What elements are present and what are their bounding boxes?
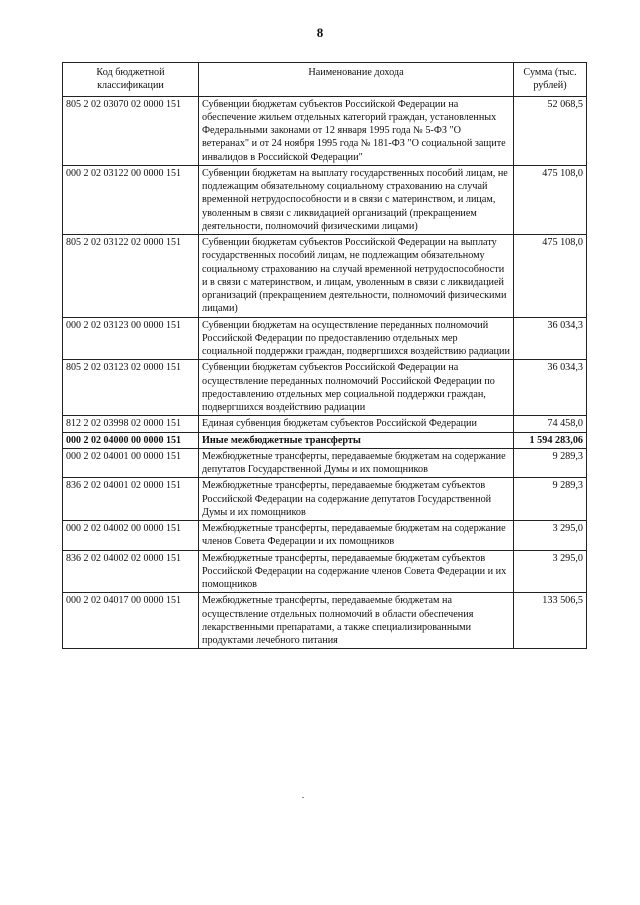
header-code: Код бюджетной классификации bbox=[63, 63, 199, 97]
cell-name: Субвенции бюджетам субъектов Российской Федерации на обеспечение жильем отдельных категорий граждан, установленных Федеральными законами от 12 января 1995 года № 5-ФЗ "О ветеранах" и от 24 ноября 1995 года № 181-ФЗ "О социальной защите инвалидов в Российской Федерации" bbox=[199, 96, 514, 165]
cell-code: 000 2 02 04017 00 0000 151 bbox=[63, 593, 199, 649]
table-row bbox=[63, 448, 587, 478]
page-number: 8 bbox=[316, 25, 324, 40]
table-row bbox=[63, 593, 587, 649]
cell-sum: 9 289,3 bbox=[514, 478, 587, 521]
cell-name: Субвенции бюджетам субъектов Российской Федерации на осуществление переданных полномочий Российской Федерации по предоставлению отдельных мер социальной поддержки граждан, подвергшихся воздействию радиации bbox=[199, 360, 514, 416]
cell-sum: 74 458,0 bbox=[514, 416, 587, 432]
cell-name: Межбюджетные трансферты, передаваемые бюджетам субъектов Российской Федерации на содержание членов Совета Федерации и их помощников bbox=[199, 550, 514, 593]
cell-name: Межбюджетные трансферты, передаваемые бюджетам на содержание членов Совета Федерации и их помощников bbox=[199, 521, 514, 551]
revenue-table bbox=[62, 62, 587, 649]
table-row bbox=[63, 165, 587, 234]
cell-name: Межбюджетные трансферты, передаваемые бюджетам на содержание депутатов Государственной Думы и их помощников bbox=[199, 448, 514, 478]
scan-speck bbox=[302, 797, 304, 798]
cell-code: 812 2 02 03998 02 0000 151 bbox=[63, 416, 199, 432]
table-row bbox=[63, 550, 587, 593]
table-row bbox=[63, 317, 587, 360]
cell-sum: 36 034,3 bbox=[514, 360, 587, 416]
table-row bbox=[63, 521, 587, 551]
header-name: Наименование дохода bbox=[199, 63, 514, 97]
table-row bbox=[63, 478, 587, 521]
table-header-row bbox=[63, 63, 587, 97]
cell-sum: 52 068,5 bbox=[514, 96, 587, 165]
table-row bbox=[63, 235, 587, 318]
cell-sum: 475 108,0 bbox=[514, 165, 587, 234]
cell-name: Субвенции бюджетам субъектов Российской Федерации на выплату государственных пособий лицам, не подлежащим обязательному социальному страхованию на случай временной нетрудоспособности и в связи с материнством, и лицам, уволенным в связи с ликвидацией организаций (прекращением деятельности, полномочий физическими лицами) bbox=[199, 235, 514, 318]
cell-name: Межбюджетные трансферты, передаваемые бюджетам субъектов Российской Федерации на содержание депутатов Государственной Думы и их помощников bbox=[199, 478, 514, 521]
cell-code: 000 2 02 04002 00 0000 151 bbox=[63, 521, 199, 551]
header-sum: Сумма (тыс. рублей) bbox=[514, 63, 587, 97]
cell-sum: 3 295,0 bbox=[514, 550, 587, 593]
cell-sum: 475 108,0 bbox=[514, 235, 587, 318]
cell-name: Субвенции бюджетам на осуществление переданных полномочий Российской Федерации по предоставлению отдельных мер социальной поддержки граждан, подвергшихся воздействию радиации bbox=[199, 317, 514, 360]
cell-name: Субвенции бюджетам на выплату государственных пособий лицам, не подлежащим обязательному социальному страхованию на случай временной нетрудоспособности и в связи с материнством, и лицам, уволенным в связи с ликвидацией организаций (прекращением деятельности, полномочий физическими лицами) bbox=[199, 165, 514, 234]
cell-code: 000 2 02 04001 00 0000 151 bbox=[63, 448, 199, 478]
cell-sum: 1 594 283,06 bbox=[514, 432, 587, 448]
cell-name: Единая субвенция бюджетам субъектов Российской Федерации bbox=[199, 416, 514, 432]
cell-sum: 9 289,3 bbox=[514, 448, 587, 478]
cell-sum: 133 506,5 bbox=[514, 593, 587, 649]
table-row bbox=[63, 416, 587, 432]
table-row bbox=[63, 96, 587, 165]
cell-code: 836 2 02 04002 02 0000 151 bbox=[63, 550, 199, 593]
cell-code: 805 2 02 03070 02 0000 151 bbox=[63, 96, 199, 165]
cell-code: 805 2 02 03122 02 0000 151 bbox=[63, 235, 199, 318]
cell-code: 000 2 02 04000 00 0000 151 bbox=[63, 432, 199, 448]
cell-code: 805 2 02 03123 02 0000 151 bbox=[63, 360, 199, 416]
cell-code: 000 2 02 03123 00 0000 151 bbox=[63, 317, 199, 360]
table-row bbox=[63, 360, 587, 416]
cell-name: Иные межбюджетные трансферты bbox=[199, 432, 514, 448]
cell-code: 836 2 02 04001 02 0000 151 bbox=[63, 478, 199, 521]
cell-sum: 3 295,0 bbox=[514, 521, 587, 551]
cell-code: 000 2 02 03122 00 0000 151 bbox=[63, 165, 199, 234]
cell-name: Межбюджетные трансферты, передаваемые бюджетам на осуществление отдельных полномочий в области обеспечения лекарственными препаратами, а также специализированными продуктами лечебного питания bbox=[199, 593, 514, 649]
cell-sum: 36 034,3 bbox=[514, 317, 587, 360]
table-row bbox=[63, 432, 587, 448]
